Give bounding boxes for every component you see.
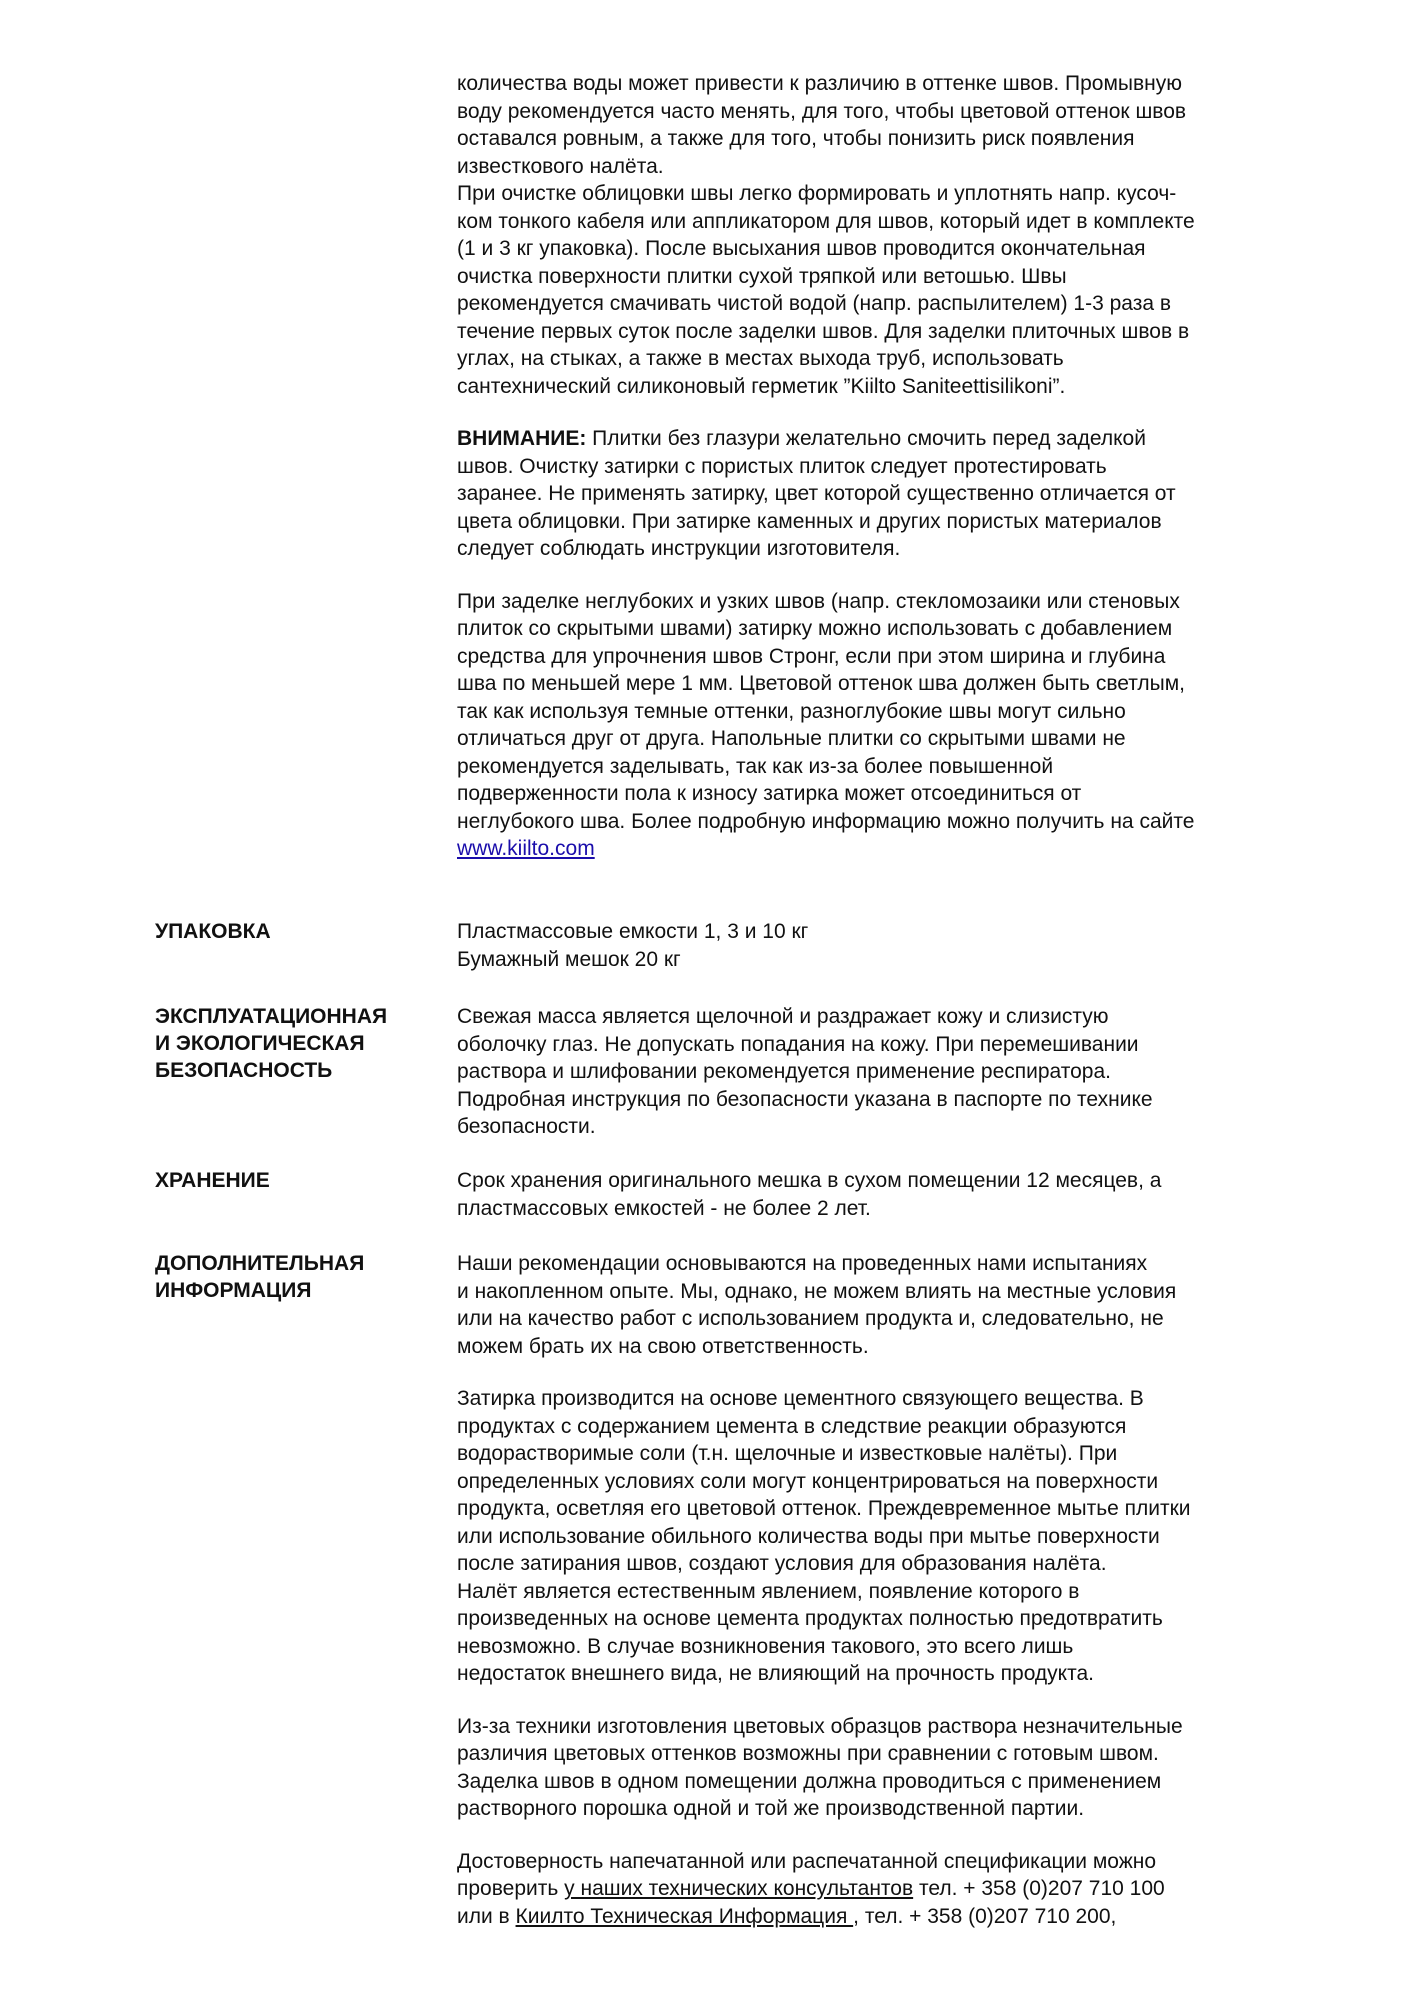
text-line: неглубокого шва. Более подробную информацию можно получить на сайте	[457, 809, 1195, 833]
section-body	[457, 1003, 1299, 1141]
text-line: шва по меньшей мере 1 мм. Цветовой оттенок шва должен быть светлым,	[457, 672, 1185, 695]
text-line: Пластмассовые емкости 1, 3 и 10 кг	[457, 920, 809, 943]
text-line: произведенных на основе цемента продуктах полностью предотвратить	[457, 1607, 1163, 1630]
text-line: подверженности пола к износу затирка может отсоединиться от	[457, 782, 1082, 805]
text-line: течение первых суток после заделки швов. Для заделки плиточных швов в	[457, 319, 1190, 343]
text-line: растворного порошка одной и той же производственной партии.	[457, 1797, 1085, 1820]
text-line: количества воды может привести к различию в оттенке швов. Промывную	[457, 72, 1183, 95]
attention-first-line: Плитки без глазури желательно смочить перед заделкой	[586, 427, 1146, 450]
technical-information-link[interactable]: Киилто Техническая Информация	[515, 1904, 854, 1928]
text-line: очистка поверхности плитки сухой тряпкой или ветошью. Швы	[457, 264, 1067, 288]
text-line: При очистке облицовки швы легко формировать и уплотнять напр. кусоч-	[457, 182, 1177, 205]
text-line	[457, 425, 1299, 453]
text-line: известкового налёта.	[457, 154, 664, 178]
section-title	[155, 1250, 455, 1304]
text-line: цвета облицовки. При затирке каменных и других пористых материалов	[457, 509, 1162, 533]
additional-paragraph-4	[457, 1848, 1299, 1931]
text-line: или использование обильного количества воды при мытье поверхности	[457, 1524, 1160, 1548]
section-body	[457, 1250, 1299, 1930]
text-line: пластмассовых емкостей - не более 2 лет.	[457, 1196, 871, 1220]
text-line: продукта, осветляя его цветовой оттенок. Преждевременное мытье плитки	[457, 1497, 1191, 1520]
text-line: водорастворимые соли (т.н. щелочные и известковые налёты). При	[457, 1442, 1118, 1465]
text-line: плиток со скрытыми швами) затирку можно использовать с добавлением	[457, 617, 1173, 640]
title-line: БЕЗОПАСНОСТЬ	[155, 1059, 333, 1082]
text-line: безопасности.	[457, 1115, 596, 1138]
text-line	[457, 835, 1299, 863]
text-line: Наши рекомендации основываются на проведенных нами испытаниях	[457, 1252, 1148, 1275]
section-title: ХРАНЕНИЕ	[155, 1169, 270, 1192]
title-line: ИНФОРМАЦИЯ	[155, 1279, 312, 1302]
text-line: оболочку глаз. Не допускать попадания на кожу. При перемешивании	[457, 1032, 1139, 1056]
text-line: швов. Очистку затирки с пористых плиток следует протестировать	[457, 454, 1107, 478]
text-line: Свежая масса является щелочной и раздражает кожу и слизистую	[457, 1005, 1109, 1028]
website-link[interactable]: www.kiilto.com	[457, 837, 595, 860]
text-line: Заделка швов в одном помещении должна проводиться с применением	[457, 1769, 1162, 1793]
text-line: углах, на стыках, а также в местах выхода труб, использовать	[457, 347, 1064, 370]
text-line: оставался ровным, а также для того, чтобы понизить риск появления	[457, 127, 1135, 150]
text-line: так как используя темные оттенки, разноглубокие швы могут сильно	[457, 699, 1126, 723]
text-line: Бумажный мешок 20 кг	[457, 947, 681, 971]
text-line: рекомендуется заделывать, так как из-за более повышенной	[457, 754, 1054, 778]
text-line: Подробная инструкция по безопасности указана в паспорте по технике	[457, 1087, 1153, 1111]
title-line: ЭКСПЛУАТАЦИОННАЯ	[155, 1005, 388, 1028]
section-title	[155, 1003, 455, 1084]
text-fragment: или в	[457, 1904, 516, 1928]
text-line: При заделке неглубоких и узких швов (напр. стекломозаики или стеновых	[457, 589, 1180, 613]
additional-paragraph-1	[457, 1250, 1299, 1360]
text-line: заранее. Не применять затирку, цвет которой существенно отличается от	[457, 482, 1176, 505]
text-line	[457, 1903, 1299, 1931]
section-body	[457, 918, 1299, 973]
phone-text: тел. + 358 (0)207 710 100	[913, 1877, 1165, 1900]
text-line	[457, 1875, 1299, 1903]
title-line: И ЭКОЛОГИЧЕСКАЯ	[155, 1032, 365, 1055]
text-line: рекомендуется смачивать чистой водой (напр. распылителем) 1-3 раза в	[457, 292, 1172, 315]
technical-consultants-link[interactable]: у наших технических консультантов	[564, 1877, 914, 1900]
text-line: или на качество работ с использованием продукта и, следовательно, не	[457, 1307, 1164, 1330]
text-line: Затирка производится на основе цементного связующего вещества. В	[457, 1387, 1144, 1410]
text-line: невозможно. В случае возникновения такового, это всего лишь	[457, 1634, 1074, 1658]
text-line: отличаться друг от друга. Напольные плитки со скрытыми швами не	[457, 727, 1126, 750]
text-line: следует соблюдать инструкции изготовителя.	[457, 537, 901, 560]
intro-paragraph-1	[457, 70, 1299, 180]
text-line: воду рекомендуется часто менять, для того, чтобы цветовой оттенок швов	[457, 99, 1187, 123]
text-line: продуктах с содержанием цемента в следствие реакции образуются	[457, 1414, 1127, 1438]
text-line: недостаток внешнего вида, не влияющий на прочность продукта.	[457, 1662, 1094, 1685]
text-line: и накопленном опыте. Мы, однако, не можем влиять на местные условия	[457, 1279, 1177, 1303]
text-fragment: проверить	[457, 1877, 565, 1900]
phone-text: , тел. + 358 (0)207 710 200,	[853, 1904, 1117, 1928]
text-line: Достоверность напечатанной или распечатанной спецификации можно	[457, 1849, 1157, 1873]
text-line: после затирания швов, создают условия для образования налёта.	[457, 1552, 1107, 1575]
text-line: (1 и 3 кг упаковка). После высыхания швов проводится окончательная	[457, 237, 1146, 260]
intro-paragraph-4	[457, 588, 1299, 863]
intro-text	[457, 70, 1299, 863]
additional-paragraph-2	[457, 1385, 1299, 1688]
text-line: раствора и шлифовании рекомендуется применение респиратора.	[457, 1060, 1112, 1083]
text-line: Налёт является естественным явлением, появление которого в	[457, 1579, 1080, 1603]
text-line: сантехнический силиконовый герметик ”Kiilto Saniteettisilikoni”.	[457, 374, 1066, 398]
text-line: средства для упрочнения швов Стронг, если при этом ширина и глубина	[457, 644, 1166, 668]
text-line: можем брать их на свою ответственность.	[457, 1334, 869, 1358]
text-line: Срок хранения оригинального мешка в сухом помещении 12 месяцев, а	[457, 1169, 1162, 1192]
text-line: определенных условиях соли могут концентрироваться на поверхности	[457, 1469, 1159, 1493]
title-line: ДОПОЛНИТЕЛЬНАЯ	[155, 1252, 365, 1275]
additional-paragraph-3	[457, 1713, 1299, 1823]
attention-paragraph	[457, 425, 1299, 563]
section-title: УПАКОВКА	[155, 920, 271, 943]
text-line: Из-за техники изготовления цветовых образцов раствора незначительные	[457, 1714, 1183, 1738]
text-line: различия цветовых оттенков возможны при сравнении с готовым швом.	[457, 1742, 1159, 1765]
intro-paragraph-2	[457, 180, 1299, 400]
section-body	[457, 1167, 1299, 1222]
attention-label: ВНИМАНИЕ:	[457, 427, 587, 450]
text-line: ком тонкого кабеля или аппликатором для швов, который идет в комплекте	[457, 209, 1195, 233]
